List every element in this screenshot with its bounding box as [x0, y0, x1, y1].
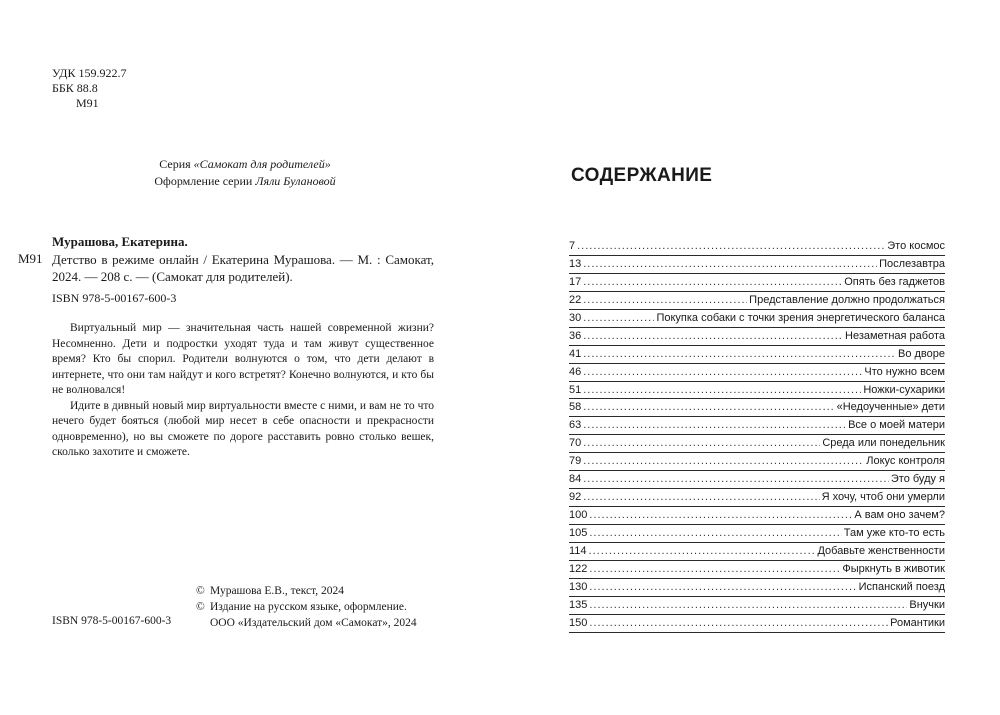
toc-page-number: 46	[569, 365, 582, 378]
toc-leader	[583, 292, 747, 310]
toc-chapter-title: Что нужно всем	[864, 365, 945, 378]
toc-leader	[589, 525, 841, 543]
toc-chapter-title: Романтики	[890, 616, 945, 629]
bib-isbn: ISBN 978-5-00167-600-3	[52, 291, 177, 305]
copyright-text: Издание на русском языке, оформление.	[210, 601, 407, 613]
toc-chapter-title: Там уже кто-то есть	[843, 527, 945, 539]
toc-leader	[589, 615, 888, 633]
toc-chapter-title: Покупка собаки с точки зрения энергетического баланса	[656, 311, 945, 324]
toc-entry[interactable]	[569, 525, 945, 543]
toc-page-number: 114	[569, 544, 587, 557]
toc-entry[interactable]	[569, 489, 945, 507]
toc-entry[interactable]	[569, 328, 945, 346]
toc-chapter-title: Послезавтра	[879, 257, 945, 270]
toc-entry[interactable]	[569, 543, 945, 561]
toc-leader	[583, 274, 842, 292]
toc-chapter-title: Это космос	[887, 240, 945, 252]
toc-entry[interactable]	[569, 292, 945, 310]
toc-leader	[589, 561, 840, 579]
classification-block	[52, 66, 126, 111]
toc-chapter-title: «Недоученные» дети	[836, 401, 945, 414]
toc-leader	[583, 382, 861, 400]
toc-entry[interactable]	[569, 364, 945, 382]
toc-entry[interactable]	[569, 310, 945, 328]
toc-entry[interactable]	[569, 399, 945, 417]
toc-page-number: 13	[569, 257, 582, 270]
copyright-block	[196, 583, 417, 631]
toc-page-number: 84	[569, 473, 582, 486]
bib-description: Детство в режиме онлайн / Екатерина Мурашова. — М. : Самокат, 2024. — 208 с. — (Самокат для родителей).	[52, 252, 434, 284]
annotation-paragraph: Виртуальный мир — значительная часть нашей современной жизни? Несомненно. Дети и подростки уходят туда и там живут существенное время? Кто бы спорил. Родители волнуются о том, что дети делают в интернете, что они там найдут и кого встретят? Конечно волнуются, и кто бы не волновался!	[52, 322, 434, 396]
toc-entry[interactable]	[569, 561, 945, 579]
toc-entry[interactable]	[569, 453, 945, 471]
series-block	[120, 156, 370, 190]
toc-page-number: 51	[569, 383, 582, 396]
toc-page-number: 100	[569, 509, 588, 522]
toc-page-number: 58	[569, 401, 582, 414]
toc-page-number: 17	[569, 275, 582, 288]
toc-chapter-title: Испанский поезд	[858, 580, 945, 593]
toc-page-number: 22	[569, 293, 582, 306]
udk-code: УДК 159.922.7	[52, 66, 127, 80]
toc-chapter-title: Незаметная работа	[845, 329, 945, 342]
toc-page-number: 135	[569, 598, 588, 611]
toc-entry[interactable]	[569, 471, 945, 489]
copyright-text: ООО «Издательский дом «Самокат», 2024	[210, 617, 417, 629]
toc-leader	[577, 238, 885, 256]
toc-title: СОДЕРЖАНИЕ	[571, 165, 713, 186]
copyright-line	[196, 599, 417, 615]
toc-leader	[583, 364, 862, 382]
toc-entry[interactable]	[569, 346, 945, 364]
toc-leader	[583, 310, 654, 328]
toc-leader	[583, 328, 843, 346]
toc-leader	[589, 579, 856, 597]
toc-chapter-title: Добавьте женственности	[817, 544, 945, 557]
toc-page-number: 70	[569, 437, 582, 450]
toc-chapter-title: Внучки	[909, 598, 945, 611]
toc-leader	[583, 471, 889, 489]
series-name: «Самокат для родителей»	[193, 157, 331, 171]
toc-chapter-title: Фыркнуть в животик	[842, 562, 945, 575]
series-prefix: Серия	[159, 157, 194, 171]
toc-page-number: 105	[569, 527, 588, 539]
toc-entry[interactable]	[569, 382, 945, 400]
toc-entry[interactable]	[569, 507, 945, 525]
copyright-text: Мурашова Е.В., текст, 2024	[210, 585, 345, 597]
toc-chapter-title: Среда или понедельник	[822, 437, 945, 450]
toc-page-number: 79	[569, 455, 582, 468]
toc-page-number: 92	[569, 491, 582, 504]
bib-code: М91	[18, 251, 43, 266]
toc-entry[interactable]	[569, 579, 945, 597]
toc-chapter-title: Представление должно продолжаться	[749, 293, 945, 306]
toc-leader	[583, 453, 864, 471]
toc-page-number: 63	[569, 419, 582, 432]
toc-leader	[583, 435, 820, 453]
design-line	[120, 173, 370, 190]
toc-chapter-title: Ножки-сухарики	[863, 383, 945, 396]
copyright-symbol: ©	[196, 585, 205, 597]
toc-entry[interactable]	[569, 274, 945, 292]
toc-entry[interactable]	[569, 435, 945, 453]
toc-entry[interactable]	[569, 238, 945, 256]
bbk-code: ББК 88.8	[52, 81, 98, 95]
toc-leader	[589, 507, 852, 525]
toc-entry[interactable]	[569, 256, 945, 274]
toc-page-number: 130	[569, 580, 588, 593]
toc-leader	[583, 489, 819, 507]
toc-page-number: 7	[569, 240, 576, 252]
table-of-contents	[569, 238, 945, 633]
copyright-isbn: ISBN 978-5-00167-600-3	[52, 615, 172, 627]
toc-page-number: 30	[569, 311, 582, 324]
bib-author: Мурашова, Екатерина.	[52, 234, 188, 249]
toc-chapter-title: Я хочу, чтоб они умерли	[821, 491, 945, 504]
toc-page-number: 41	[569, 347, 582, 360]
author-mark: М91	[76, 96, 99, 110]
toc-page-number: 36	[569, 329, 582, 342]
toc-chapter-title: Локус контроля	[866, 455, 945, 468]
copyright-line	[196, 615, 417, 631]
copyright-symbol: ©	[196, 601, 205, 613]
toc-entry[interactable]	[569, 597, 945, 615]
toc-leader	[589, 543, 816, 561]
toc-leader	[583, 346, 896, 364]
annotation	[52, 321, 434, 461]
toc-leader	[589, 597, 907, 615]
copyright-line	[196, 583, 417, 599]
design-prefix: Оформление серии	[154, 174, 256, 188]
toc-leader	[583, 417, 846, 435]
toc-page-number: 122	[569, 562, 588, 575]
series-line	[120, 156, 370, 173]
toc-leader	[583, 256, 877, 274]
design-name: Ляли Булановой	[255, 174, 336, 188]
toc-entry[interactable]	[569, 417, 945, 435]
toc-chapter-title: Во дворе	[897, 347, 945, 360]
toc-page-number: 150	[569, 616, 588, 629]
toc-entry[interactable]	[569, 615, 945, 633]
toc-leader	[583, 399, 834, 417]
annotation-paragraph: Идите в дивный новый мир виртуальности вместе с ними, и вам не то что нечего будет бояться (любой мир несет в себе опасности и прекрасности одновременно), но вы сможете по дороге расставить ровно столько вешек, сколько захотите и сможете.	[52, 399, 434, 458]
toc-chapter-title: А вам оно зачем?	[854, 509, 945, 522]
toc-chapter-title: Опять без гаджетов	[844, 275, 945, 288]
toc-chapter-title: Это буду я	[890, 473, 945, 486]
toc-chapter-title: Все о моей матери	[848, 419, 945, 432]
